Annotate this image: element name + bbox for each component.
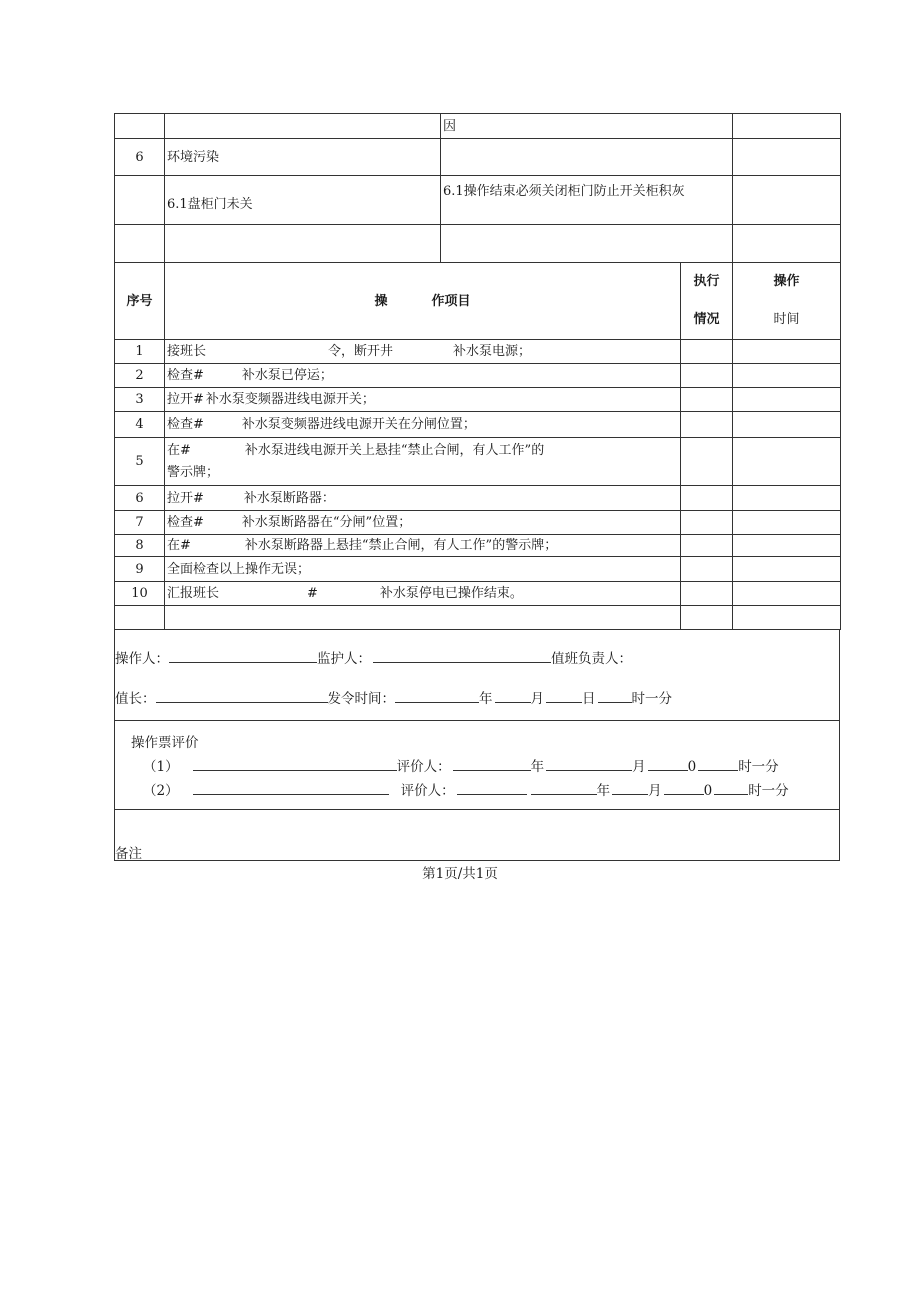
evaluation-title: 操作票评价 (131, 735, 199, 751)
operator-label: 操作人： (115, 651, 169, 667)
step-part: # (307, 586, 318, 601)
evaluation-item-2: （2） (143, 783, 179, 799)
day-field[interactable] (546, 688, 582, 703)
step-part: 令，断开井 (328, 344, 394, 359)
year-label: 年 (479, 691, 493, 707)
step-text (165, 486, 681, 511)
hazard-row (115, 176, 841, 225)
signature-line-2 (115, 687, 672, 707)
evaluation-2-hour-minute: 时一分 (748, 783, 789, 799)
evaluation-2-day-field[interactable] (664, 780, 704, 795)
evaluation-2-field[interactable] (193, 780, 389, 795)
step-part: 检查# (167, 368, 204, 383)
step-row (115, 582, 841, 606)
guardian-label: 监护人： (317, 651, 371, 667)
remarks-label: 备注 (115, 846, 142, 862)
evaluation-1-day-field[interactable] (648, 756, 688, 771)
year-field[interactable] (395, 688, 479, 703)
step-row (115, 557, 841, 582)
step-part: 汇报班长 (167, 586, 220, 601)
step-part: 警示牌； (167, 464, 220, 480)
hazard-measure: 6.1操作结束必须关闭柜门防止开关柜积灰 (441, 176, 733, 225)
remarks-section (114, 810, 840, 861)
header-exec-line1: 执行 (693, 274, 720, 289)
evaluator-label: 评价人： (396, 759, 451, 775)
evaluation-2-hour-field[interactable] (714, 780, 748, 795)
evaluation-1-year-label: 年 (530, 759, 545, 775)
month-label: 月 (530, 691, 544, 707)
step-no: 4 (115, 412, 165, 438)
step-no: 1 (115, 340, 165, 364)
evaluation-1-month-field[interactable] (546, 756, 632, 771)
shift-leader-label: 值班负责人： (551, 651, 632, 667)
operation-header-row (115, 263, 841, 340)
evaluation-section (114, 721, 840, 810)
issue-time-label: 发令时间： (327, 691, 395, 707)
step-row (115, 511, 841, 535)
ticket-sheet (114, 113, 840, 861)
step-part: 在# (167, 442, 191, 458)
chief-label: 值长： (115, 691, 156, 707)
step-no: 3 (115, 388, 165, 412)
hour-field[interactable] (598, 688, 632, 703)
step-no: 2 (115, 364, 165, 388)
evaluation-2-year-field[interactable] (531, 780, 597, 795)
step-part: 补水泵已停运； (241, 368, 333, 383)
hazard-cause-cell: 因 (441, 114, 733, 139)
evaluation-2-month-label: 月 (648, 783, 662, 799)
header-item-right: 作项目 (431, 293, 471, 309)
step-part: 接班长 (167, 344, 207, 359)
step-part: 检查# (167, 417, 204, 432)
step-no: 5 (115, 438, 165, 486)
step-row (115, 340, 841, 364)
step-row (115, 438, 841, 486)
step-text (165, 582, 681, 606)
step-part: 补水泵进线电源开关上悬挂“禁止合闸，有人工作”的 (244, 442, 545, 458)
evaluation-2-field-a[interactable] (457, 780, 527, 795)
hour-minute-label: 时一分 (631, 691, 672, 707)
header-item (165, 263, 681, 340)
step-part: 检查# (167, 515, 204, 530)
header-no: 序号 (115, 263, 165, 340)
hazard-table (114, 113, 841, 263)
header-exec (681, 263, 733, 340)
step-row (115, 535, 841, 557)
step-text (165, 340, 681, 364)
step-text (165, 535, 681, 557)
signature-section (114, 630, 840, 721)
step-no: 10 (115, 582, 165, 606)
hazard-row (115, 225, 841, 263)
evaluation-1-hour-field[interactable] (698, 756, 738, 771)
step-row (115, 364, 841, 388)
header-time-line2: 时间 (773, 312, 800, 327)
signature-line-1 (115, 647, 632, 667)
step-no: 8 (115, 535, 165, 557)
guardian-field[interactable] (373, 648, 551, 663)
step-part: 在# (167, 538, 191, 553)
step-text (165, 388, 681, 412)
month-field[interactable] (495, 688, 531, 703)
evaluation-line-1 (143, 755, 779, 775)
step-part: 补水泵电源； (453, 344, 532, 359)
evaluation-2-year-label: 年 (596, 783, 611, 799)
step-text: 全面检查以上操作无误； (165, 557, 681, 582)
evaluation-1-field[interactable] (193, 756, 397, 771)
evaluation-2-month-field[interactable] (612, 780, 648, 795)
step-no: 7 (115, 511, 165, 535)
hazard-row (115, 114, 841, 139)
hazard-no: 6 (115, 139, 165, 176)
step-part: 补水泵断路器在“分闸”位置； (241, 515, 412, 530)
evaluation-1-hour-minute: 时一分 (738, 759, 779, 775)
hazard-subitem: 6.1盘柜门未关 (165, 176, 441, 225)
step-row (115, 486, 841, 511)
step-part: 拉开# (167, 490, 204, 506)
operation-table (114, 263, 841, 630)
header-exec-line2: 情况 (693, 312, 720, 327)
step-no: 6 (115, 486, 165, 511)
evaluation-2-zero: 0 (703, 783, 713, 799)
step-row (115, 606, 841, 630)
step-part: 拉开# (167, 392, 204, 407)
page-footer: 第1页/共1页 (422, 866, 498, 882)
evaluation-1-year-field[interactable] (453, 756, 531, 771)
step-part: 补水泵变频器进线电源开关； (205, 392, 375, 407)
step-part: 补水泵停电已操作结束。 (379, 586, 523, 601)
step-text (165, 438, 681, 486)
step-text (165, 412, 681, 438)
step-part: 补水泵变频器进线电源开关在分闸位置； (241, 417, 476, 432)
evaluation-line-2 (143, 779, 789, 799)
step-row (115, 388, 841, 412)
day-label: 日 (582, 691, 596, 707)
step-text (165, 364, 681, 388)
step-part: 补水泵断路器上悬挂“禁止合闸，有人工作”的警示牌； (244, 538, 558, 553)
evaluation-1-month-label: 月 (632, 759, 646, 775)
step-text (165, 511, 681, 535)
step-no: 9 (115, 557, 165, 582)
header-time (733, 263, 841, 340)
chief-field[interactable] (156, 688, 328, 703)
header-item-left: 操 (374, 293, 388, 309)
evaluation-1-zero: 0 (687, 759, 697, 775)
hazard-row (115, 139, 841, 176)
evaluator-label: 评价人： (400, 783, 455, 799)
hazard-item: 环境污染 (165, 139, 441, 176)
step-row (115, 412, 841, 438)
header-time-line1: 操作 (773, 274, 800, 289)
operator-field[interactable] (169, 648, 317, 663)
step-part: 补水泵断路器： (243, 490, 335, 506)
evaluation-item-1: （1） (143, 759, 179, 775)
